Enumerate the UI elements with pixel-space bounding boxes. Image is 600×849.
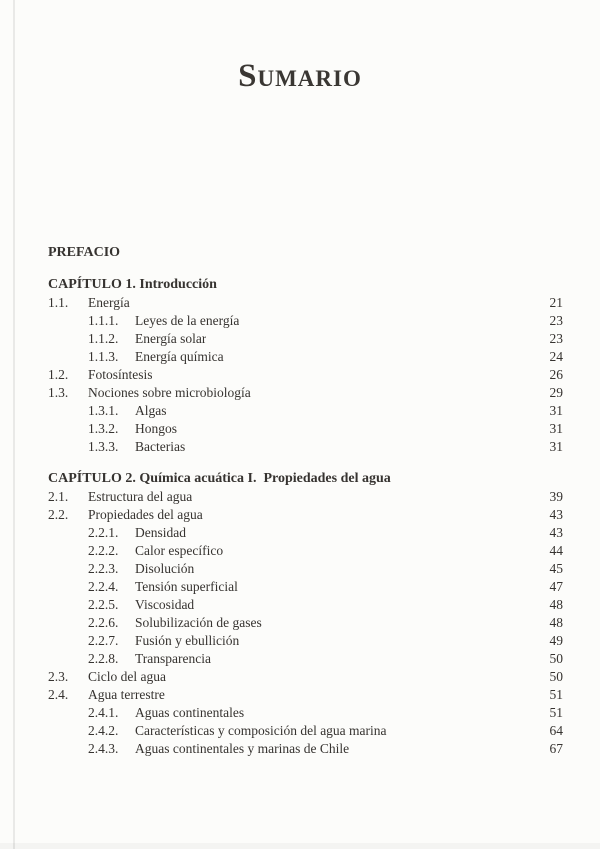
toc-entry <box>48 312 563 330</box>
entry-number: 2.4.2. <box>88 723 119 738</box>
entry-page-number: 51 <box>549 705 563 720</box>
entry-title: Energía solar <box>135 331 207 346</box>
chapter-block <box>48 276 563 456</box>
toc-entry <box>48 614 563 632</box>
entry-number: 2.1. <box>48 489 69 504</box>
entry-page-number: 44 <box>549 543 563 558</box>
entry-number: 1.1.2. <box>88 331 119 346</box>
toc-entry <box>48 632 563 650</box>
entry-page-number: 24 <box>549 349 563 364</box>
entry-page-number: 51 <box>549 687 563 702</box>
toc-entry <box>48 650 563 668</box>
toc-entry <box>48 488 563 506</box>
entry-title: Fusión y ebullición <box>135 633 240 648</box>
entry-number: 1.1.3. <box>88 349 119 364</box>
toc-entry <box>48 668 563 686</box>
entry-page-number: 49 <box>549 633 563 648</box>
entry-number: 1.2. <box>48 367 69 382</box>
entry-title: Densidad <box>135 525 186 540</box>
toc-entry <box>48 560 563 578</box>
entry-page-number: 31 <box>549 439 563 454</box>
scan-artifact-line <box>13 0 15 849</box>
entry-page-number: 50 <box>549 651 563 666</box>
toc-entry <box>48 294 563 312</box>
toc-entry <box>48 402 563 420</box>
toc-entry <box>48 704 563 722</box>
entry-title: Aguas continentales y marinas de Chile <box>135 741 350 756</box>
chapters-container <box>48 276 563 758</box>
chapter-heading: CAPÍTULO 1. Introducción <box>48 277 217 292</box>
entry-title: Tensión superficial <box>135 579 238 594</box>
toc-entry <box>48 686 563 704</box>
entry-page-number: 48 <box>549 597 563 612</box>
chapter-block <box>48 470 563 758</box>
toc-content <box>48 244 563 758</box>
entry-page-number: 48 <box>549 615 563 630</box>
entry-title: Transparencia <box>135 651 211 666</box>
toc-entry <box>48 366 563 384</box>
chapter-heading: CAPÍTULO 2. Química acuática I. Propiedades del agua <box>48 471 391 486</box>
entry-number: 2.2.3. <box>88 561 119 576</box>
entry-page-number: 50 <box>549 669 563 684</box>
entry-page-number: 43 <box>549 507 563 522</box>
entry-title: Características y composición del agua marina <box>135 723 387 738</box>
entry-number: 1.3.1. <box>88 403 119 418</box>
toc-entry <box>48 506 563 524</box>
entry-number: 2.2.4. <box>88 579 119 594</box>
entry-number: 2.4.1. <box>88 705 119 720</box>
entry-title: Viscosidad <box>135 597 195 612</box>
scan-bottom-shade <box>0 843 600 849</box>
entry-number: 2.4. <box>48 687 69 702</box>
toc-entry <box>48 330 563 348</box>
toc-entry <box>48 722 563 740</box>
entry-title: Algas <box>135 403 167 418</box>
entry-number: 1.3.3. <box>88 439 119 454</box>
entry-title: Calor específico <box>135 543 224 558</box>
entry-number: 2.4.3. <box>88 741 119 756</box>
entry-page-number: 21 <box>549 295 563 310</box>
entry-number: 2.3. <box>48 669 69 684</box>
entry-title: Nociones sobre microbiología <box>88 385 251 400</box>
entry-title: Aguas continentales <box>135 705 245 720</box>
entry-title: Estructura del agua <box>88 489 193 504</box>
entry-title: Hongos <box>135 421 178 436</box>
entry-number: 2.2.8. <box>88 651 119 666</box>
entry-page-number: 45 <box>549 561 563 576</box>
toc-entry <box>48 348 563 366</box>
entry-number: 1.1.1. <box>88 313 119 328</box>
toc-entry <box>48 438 563 456</box>
toc-entry <box>48 542 563 560</box>
entry-title: Leyes de la energía <box>135 313 240 328</box>
entry-number: 1.3.2. <box>88 421 119 436</box>
page-title: Sumario <box>238 58 362 94</box>
entry-title: Propiedades del agua <box>88 507 203 522</box>
toc-entry <box>48 384 563 402</box>
toc-entry <box>48 740 563 758</box>
toc-entry <box>48 596 563 614</box>
entry-number: 2.2.5. <box>88 597 119 612</box>
toc-entry <box>48 578 563 596</box>
entry-page-number: 23 <box>549 331 563 346</box>
entry-page-number: 39 <box>549 489 563 504</box>
entry-title: Energía <box>88 295 130 310</box>
entry-title: Bacterias <box>135 439 186 454</box>
entry-page-number: 23 <box>549 313 563 328</box>
entry-number: 2.2.2. <box>88 543 119 558</box>
entry-number: 2.2.1. <box>88 525 119 540</box>
entry-number: 2.2.7. <box>88 633 119 648</box>
entry-title: Ciclo del agua <box>88 669 166 684</box>
entry-title: Solubilización de gases <box>135 615 262 630</box>
entry-page-number: 64 <box>549 723 563 738</box>
toc-entry <box>48 420 563 438</box>
entry-page-number: 31 <box>549 403 563 418</box>
entry-number: 2.2.6. <box>88 615 119 630</box>
prefacio-heading: PREFACIO <box>48 245 121 260</box>
entry-page-number: 67 <box>549 741 563 756</box>
entry-title: Energía química <box>135 349 224 364</box>
entry-title: Disolución <box>135 561 195 576</box>
entry-page-number: 47 <box>549 579 563 594</box>
toc-entry <box>48 524 563 542</box>
entry-page-number: 29 <box>549 385 563 400</box>
entry-page-number: 43 <box>549 525 563 540</box>
entry-page-number: 31 <box>549 421 563 436</box>
entry-number: 1.1. <box>48 295 69 310</box>
entry-title: Fotosíntesis <box>88 367 153 382</box>
entry-page-number: 26 <box>549 367 563 382</box>
entry-number: 1.3. <box>48 385 69 400</box>
entry-number: 2.2. <box>48 507 69 522</box>
entry-title: Agua terrestre <box>88 687 165 702</box>
